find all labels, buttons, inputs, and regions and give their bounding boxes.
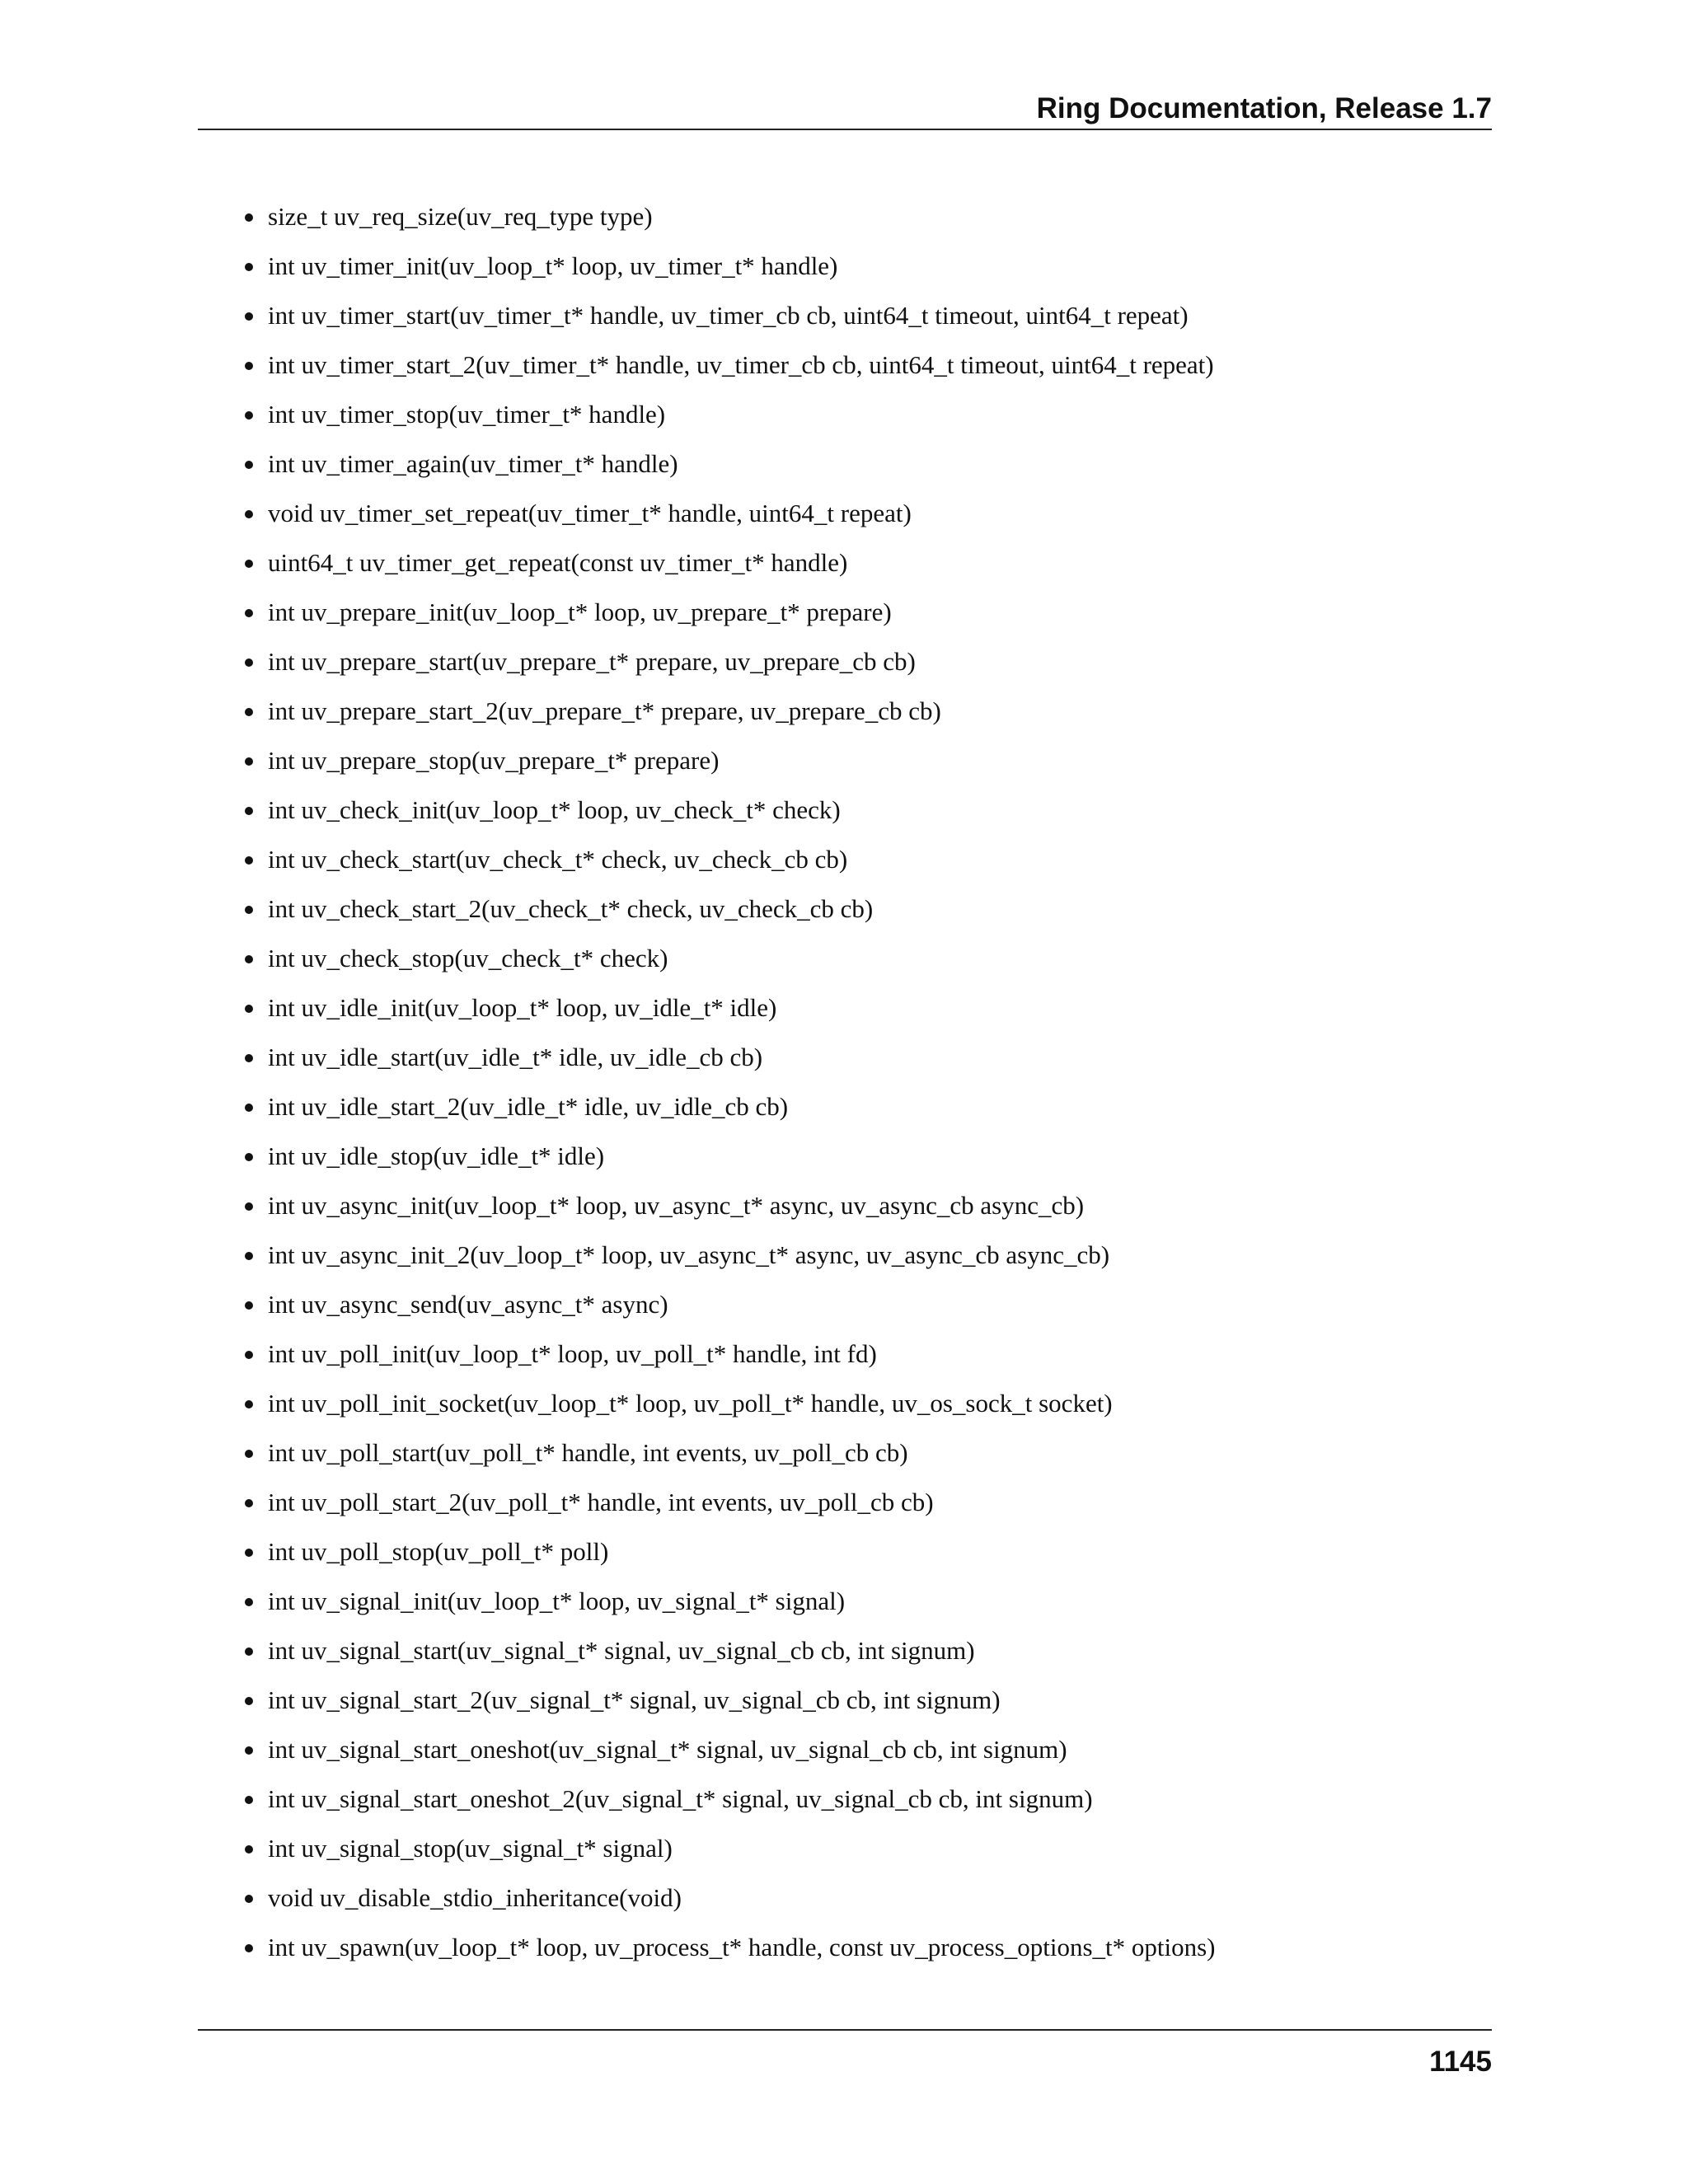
function-item (198, 1930, 1492, 1980)
function-signature: void uv_timer_set_repeat(uv_timer_t* handle, uint64_t repeat) (268, 499, 912, 527)
bullet-icon (245, 1252, 253, 1260)
bullet-icon (245, 708, 253, 716)
function-signature: int uv_async_send(uv_async_t* async) (268, 1290, 668, 1319)
function-item (198, 991, 1492, 1040)
function-signature: int uv_timer_init(uv_loop_t* loop, uv_timer_t* handle) (268, 251, 838, 280)
function-item (198, 1337, 1492, 1386)
bullet-icon (245, 1746, 253, 1755)
bullet-icon (245, 1845, 253, 1854)
bullet-icon (245, 1054, 253, 1062)
function-signature: size_t uv_req_size(uv_req_type type) (268, 202, 653, 231)
bullet-icon (245, 1005, 253, 1013)
bullet-icon (245, 510, 253, 518)
function-signature: int uv_idle_start_2(uv_idle_t* idle, uv_idle_cb cb) (268, 1092, 789, 1121)
function-signature: int uv_timer_again(uv_timer_t* handle) (268, 449, 678, 478)
function-item (198, 1139, 1492, 1188)
bullet-icon (245, 1301, 253, 1310)
page-footer (198, 2029, 1492, 2087)
function-item (198, 1238, 1492, 1287)
page-header (198, 89, 1492, 130)
function-item (198, 1287, 1492, 1337)
function-item (198, 1040, 1492, 1090)
function-item (198, 1732, 1492, 1782)
function-item (198, 1782, 1492, 1831)
bullet-icon (245, 955, 253, 963)
function-item (198, 1436, 1492, 1485)
function-item (198, 694, 1492, 743)
function-signature: int uv_idle_stop(uv_idle_t* idle) (268, 1141, 605, 1170)
bullet-icon (245, 658, 253, 667)
function-item (198, 298, 1492, 348)
bullet-icon (245, 609, 253, 617)
function-item (198, 348, 1492, 397)
page-number: 1145 (1429, 2046, 1492, 2078)
bullet-icon (245, 856, 253, 865)
function-signature: int uv_signal_init(uv_loop_t* loop, uv_signal_t* signal) (268, 1586, 846, 1615)
function-item (198, 447, 1492, 496)
function-item (198, 842, 1492, 892)
function-list (198, 199, 1492, 1980)
function-item (198, 941, 1492, 991)
function-item (198, 199, 1492, 249)
bullet-icon (245, 213, 253, 222)
function-signature: void uv_disable_stdio_inheritance(void) (268, 1883, 682, 1912)
bullet-icon (245, 1153, 253, 1161)
bullet-icon (245, 263, 253, 271)
function-signature: int uv_async_init_2(uv_loop_t* loop, uv_async_t* async, uv_async_cb async_cb) (268, 1240, 1110, 1269)
bullet-icon (245, 1450, 253, 1458)
bullet-icon (245, 1598, 253, 1606)
function-item (198, 1633, 1492, 1683)
bullet-icon (245, 1647, 253, 1656)
function-signature: int uv_idle_start(uv_idle_t* idle, uv_idle_cb cb) (268, 1043, 763, 1071)
bullet-icon (245, 1104, 253, 1112)
function-signature: int uv_signal_start_oneshot_2(uv_signal_t* signal, uv_signal_cb cb, int signum) (268, 1784, 1093, 1813)
function-signature: int uv_timer_stop(uv_timer_t* handle) (268, 400, 666, 429)
function-signature: int uv_poll_init_socket(uv_loop_t* loop, uv_poll_t* handle, uv_os_sock_t socket) (268, 1389, 1113, 1418)
function-item (198, 1881, 1492, 1930)
function-item (198, 1090, 1492, 1139)
function-item (198, 397, 1492, 447)
function-signature: int uv_idle_init(uv_loop_t* loop, uv_idle_t* idle) (268, 993, 777, 1022)
function-signature: int uv_prepare_init(uv_loop_t* loop, uv_prepare_t* prepare) (268, 598, 892, 626)
function-signature: int uv_timer_start_2(uv_timer_t* handle, uv_timer_cb cb, uint64_t timeout, uint64_t repeat) (268, 350, 1214, 379)
function-item (198, 793, 1492, 842)
bullet-icon (245, 1202, 253, 1211)
function-signature: int uv_poll_start_2(uv_poll_t* handle, int events, uv_poll_cb cb) (268, 1488, 934, 1516)
bullet-icon (245, 807, 253, 815)
bullet-icon (245, 411, 253, 419)
function-item (198, 546, 1492, 595)
bullet-icon (245, 461, 253, 469)
document-title: Ring Documentation, Release 1.7 (1036, 92, 1492, 124)
function-signature: int uv_check_stop(uv_check_t* check) (268, 944, 668, 972)
function-item (198, 892, 1492, 941)
bullet-icon (245, 1796, 253, 1804)
function-signature: int uv_poll_start(uv_poll_t* handle, int events, uv_poll_cb cb) (268, 1438, 908, 1467)
bullet-icon (245, 362, 253, 370)
function-signature: int uv_check_init(uv_loop_t* loop, uv_check_t* check) (268, 795, 841, 824)
function-signature: int uv_timer_start(uv_timer_t* handle, uv_timer_cb cb, uint64_t timeout, uint64_t repeat) (268, 301, 1189, 330)
function-signature: uint64_t uv_timer_get_repeat(const uv_timer_t* handle) (268, 548, 848, 577)
bullet-icon (245, 1400, 253, 1408)
function-item (198, 595, 1492, 644)
bullet-icon (245, 1549, 253, 1557)
function-item (198, 743, 1492, 793)
function-item (198, 1485, 1492, 1535)
function-signature: int uv_check_start_2(uv_check_t* check, uv_check_cb cb) (268, 894, 874, 923)
function-signature: int uv_signal_stop(uv_signal_t* signal) (268, 1834, 673, 1863)
function-signature: int uv_prepare_start(uv_prepare_t* prepare, uv_prepare_cb cb) (268, 647, 916, 676)
function-item (198, 1188, 1492, 1238)
bullet-icon (245, 1697, 253, 1705)
function-item (198, 1683, 1492, 1732)
function-signature: int uv_spawn(uv_loop_t* loop, uv_process_t* handle, const uv_process_options_t* options) (268, 1933, 1216, 1961)
function-signature: int uv_prepare_stop(uv_prepare_t* prepare) (268, 746, 720, 775)
function-signature: int uv_check_start(uv_check_t* check, uv_check_cb cb) (268, 845, 848, 874)
function-item (198, 644, 1492, 694)
function-signature: int uv_signal_start_oneshot(uv_signal_t* signal, uv_signal_cb cb, int signum) (268, 1735, 1067, 1764)
function-item (198, 1831, 1492, 1881)
bullet-icon (245, 1895, 253, 1903)
function-signature: int uv_async_init(uv_loop_t* loop, uv_async_t* async, uv_async_cb async_cb) (268, 1191, 1085, 1220)
bullet-icon (245, 560, 253, 568)
function-item (198, 1584, 1492, 1633)
function-signature: int uv_signal_start(uv_signal_t* signal, uv_signal_cb cb, int signum) (268, 1636, 975, 1665)
function-signature: int uv_signal_start_2(uv_signal_t* signal, uv_signal_cb cb, int signum) (268, 1685, 1001, 1714)
bullet-icon (245, 906, 253, 914)
function-item (198, 249, 1492, 298)
bullet-icon (245, 1351, 253, 1359)
bullet-icon (245, 312, 253, 321)
function-signature: int uv_poll_init(uv_loop_t* loop, uv_poll_t* handle, int fd) (268, 1339, 877, 1368)
bullet-icon (245, 1499, 253, 1507)
function-signature: int uv_prepare_start_2(uv_prepare_t* prepare, uv_prepare_cb cb) (268, 696, 941, 725)
bullet-icon (245, 1944, 253, 1952)
function-item (198, 1535, 1492, 1584)
function-item (198, 496, 1492, 546)
function-signature: int uv_poll_stop(uv_poll_t* poll) (268, 1537, 609, 1566)
bullet-icon (245, 757, 253, 766)
function-item (198, 1386, 1492, 1436)
